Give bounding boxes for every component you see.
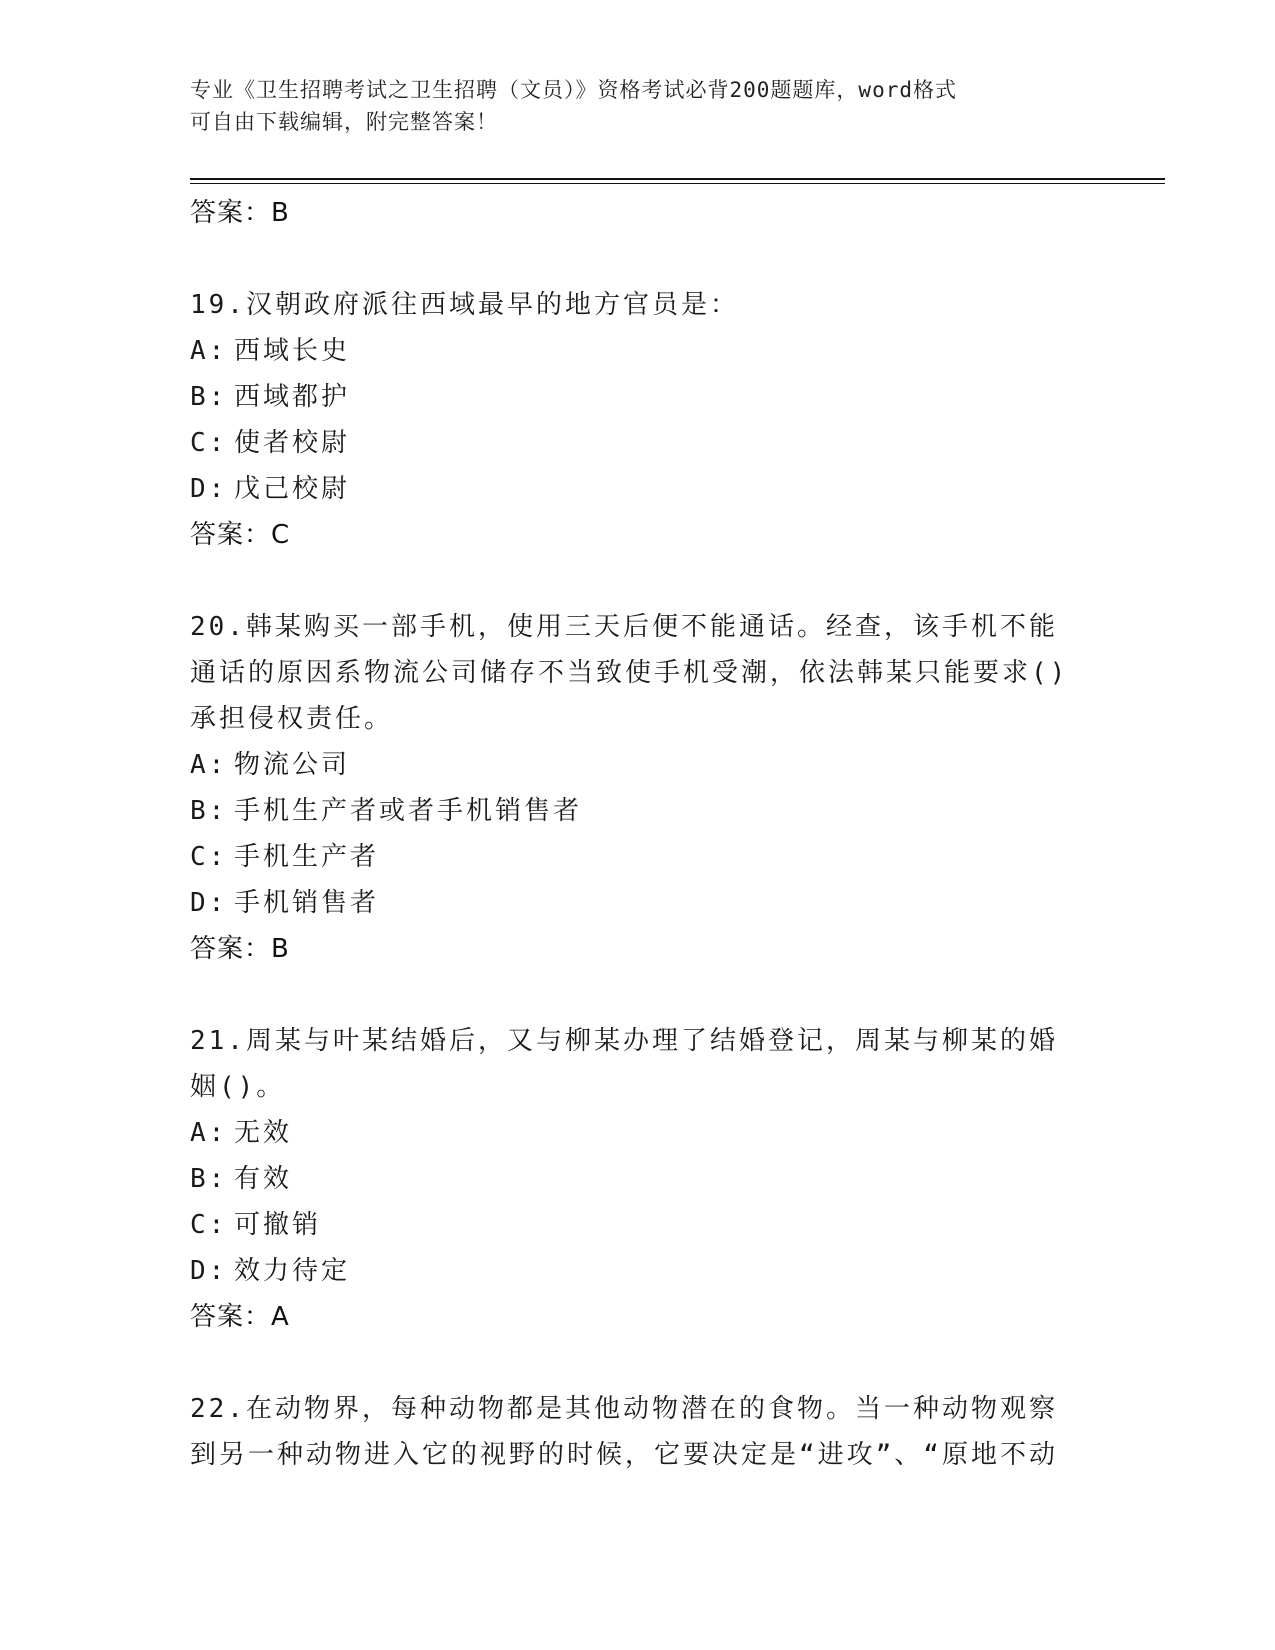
question-block [190,1386,1080,1478]
option-text: 手机生产者 [234,842,380,872]
option-text: 可撤销 [234,1210,322,1240]
question-list [190,190,1080,1478]
question-stem: 21.周某与叶某结婚后，又与柳某办理了结婚登记，周某与柳某的婚姻()。 [190,1026,1058,1102]
option-text: 手机销售者 [234,888,380,918]
option-letter: C: [190,428,228,458]
question-block [190,1018,1080,1340]
question-stem: 20.韩某购买一部手机，使用三天后便不能通话。经查，该手机不能通话的原因系物流公司储存不当致使手机受潮，依法韩某只能要求()承担侵权责任。 [190,612,1069,734]
option-letter: B: [190,382,228,412]
header-divider-thin [190,183,1165,184]
option-letter: A: [190,336,228,366]
spacer [190,558,1080,604]
option-c [190,1202,1080,1248]
page-header [190,74,1090,138]
question-stem: 22.在动物界，每种动物都是其他动物潜在的食物。当一种动物观察到另一种动物进入它的视野的时候，它要决定是“进攻”、“原地不动 [190,1394,1058,1470]
option-d [190,880,1080,926]
header-line-1: 专业《卫生招聘考试之卫生招聘（文员）》资格考试必背200题题库，word格式 [190,78,957,102]
option-a [190,328,1080,374]
answer-line: 答案：B [190,198,290,228]
option-text: 西域都护 [234,382,351,412]
option-letter: A: [190,750,228,780]
option-letter: D: [190,474,228,504]
option-letter: D: [190,1256,228,1286]
option-text: 效力待定 [234,1256,351,1286]
answer-line: 答案：A [190,1302,290,1332]
option-c [190,834,1080,880]
header-line-2: 可自由下载编辑，附完整答案！ [190,110,498,134]
option-text: 使者校尉 [234,428,351,458]
question-stem: 19.汉朝政府派往西域最早的地方官员是： [190,290,739,320]
option-text: 西域长史 [234,336,351,366]
option-letter: B: [190,1164,228,1194]
option-text: 手机生产者或者手机销售者 [234,796,583,826]
spacer [190,1340,1080,1386]
header-divider-thick [190,178,1165,180]
option-d [190,1248,1080,1294]
option-d [190,466,1080,512]
option-b [190,788,1080,834]
option-a [190,1110,1080,1156]
option-text: 戊己校尉 [234,474,351,504]
option-letter: C: [190,842,228,872]
spacer [190,972,1080,1018]
answer-line: 答案：C [190,520,291,550]
option-letter: D: [190,888,228,918]
option-b [190,374,1080,420]
option-letter: A: [190,1118,228,1148]
answer-line: 答案：B [190,934,290,964]
question-block [190,604,1080,972]
option-text: 物流公司 [234,750,351,780]
option-text: 有效 [234,1164,293,1194]
question-block [190,282,1080,558]
option-text: 无效 [234,1118,293,1148]
option-c [190,420,1080,466]
spacer [190,236,1080,282]
option-letter: C: [190,1210,228,1240]
option-letter: B: [190,796,228,826]
option-b [190,1156,1080,1202]
option-a [190,742,1080,788]
